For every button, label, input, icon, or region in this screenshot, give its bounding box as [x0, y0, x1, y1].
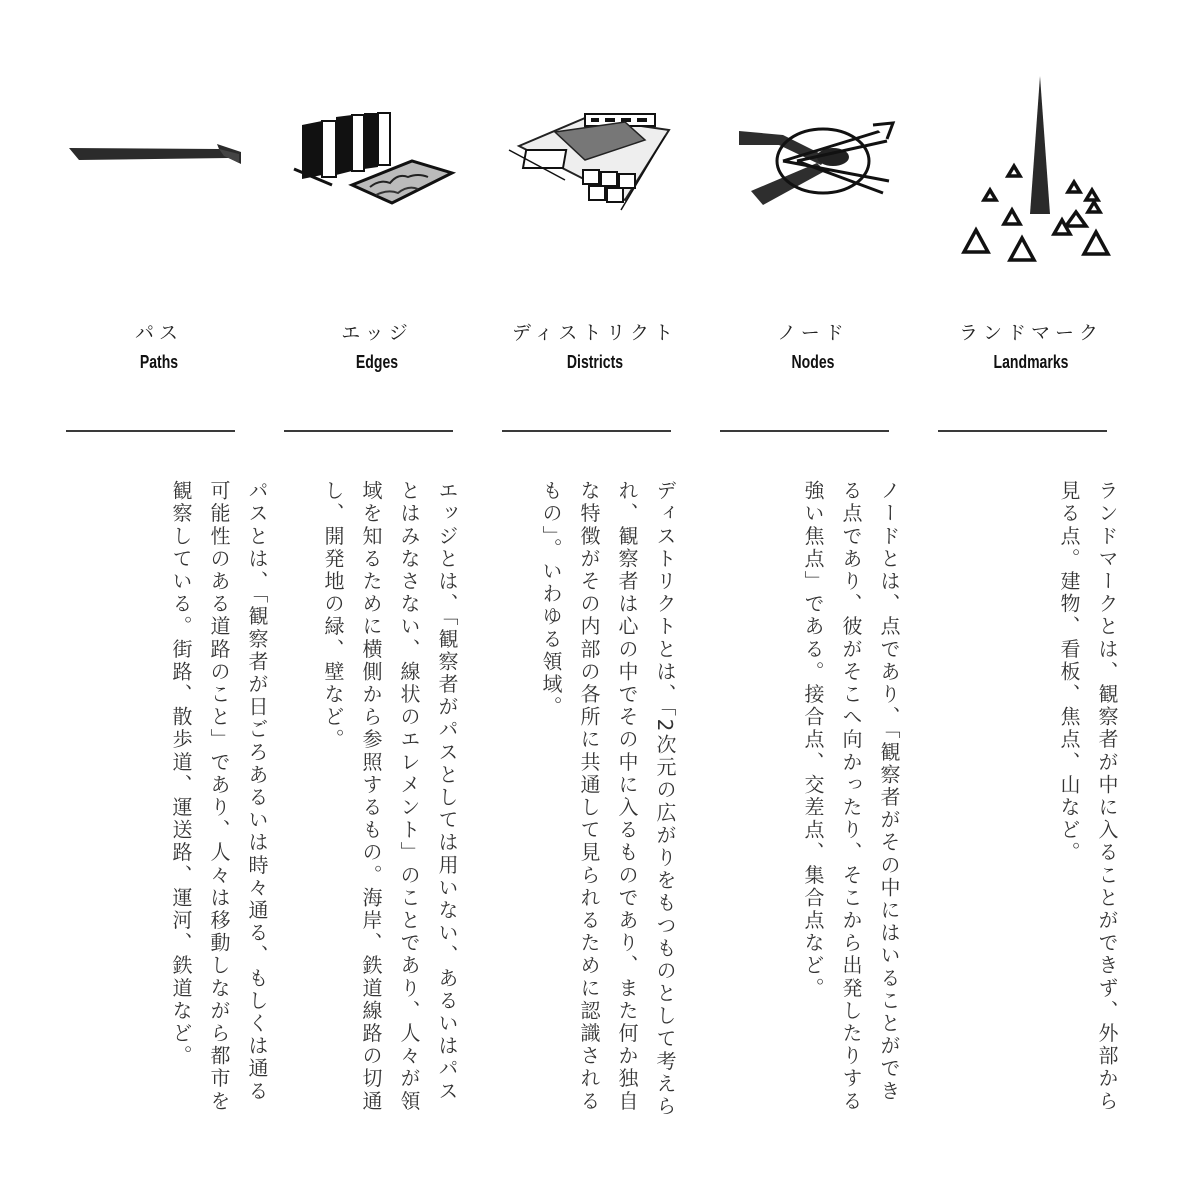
element-title-en: Districts: [566, 352, 624, 372]
element-title-en: Paths: [139, 352, 179, 372]
column-edges: [268, 0, 486, 1200]
element-title-jp: ランドマーク: [958, 322, 1103, 344]
element-title-jp: エッジ: [341, 322, 413, 344]
divider: [938, 430, 1107, 432]
divider: [720, 430, 889, 432]
column-landmarks: [922, 0, 1140, 1200]
element-title-jp: パス: [134, 322, 183, 344]
column-paths: [50, 0, 268, 1200]
element-title-en: Edges: [355, 352, 399, 372]
element-title-jp: ディストリクト: [511, 322, 679, 344]
divider: [502, 430, 671, 432]
landmark-spire-icon: [922, 50, 1140, 290]
edge-buildings-icon: [268, 40, 486, 280]
divider: [284, 430, 453, 432]
element-title-jp: ノード: [777, 322, 849, 344]
element-description: ディストリクトとは、「2次元の広がりをもつものとして考えられ、観察者は心の中でその中に入るものであり、また何か独自な特徴がその内部の各所に共通して見られるために認識されるもの」。いわゆる領域。: [539, 480, 677, 1119]
path-arrow-icon: [50, 40, 268, 280]
district-blocks-icon: [486, 40, 704, 280]
element-description: パスとは、「観察者が日ごろあるいは時々通る、もしくは通る可能性のある道路のこと」であり、人々は移動しながら都市を観察している。街路、散歩道、運送路、運河、鉄道など。: [169, 480, 269, 1113]
element-description: ノードとは、点であり、「観察者がその中にはいることができる点であり、彼がそこへ向かったり、そこから出発したりする強い焦点」である。接合点、交差点、集合点など。: [801, 480, 901, 1113]
divider: [66, 430, 235, 432]
element-title-en: Nodes: [791, 352, 835, 372]
node-crossing-icon: [704, 40, 922, 280]
element-description: ランドマークとは、観察者が中に入ることができず、外部から見る点。建物、看板、焦点、山など。: [1057, 480, 1119, 1113]
element-title-en: Landmarks: [993, 352, 1069, 372]
column-districts: [486, 0, 704, 1200]
element-description: エッジとは、「観察者がパスとしては用いない、あるいはパスとはみなさない、線状のエレメント」のことであり、人々が領域を知るために横側から参照するもの。海岸、鉄道線路の切通し、開発地の緑、壁など。: [321, 480, 459, 1113]
column-nodes: [704, 0, 922, 1200]
